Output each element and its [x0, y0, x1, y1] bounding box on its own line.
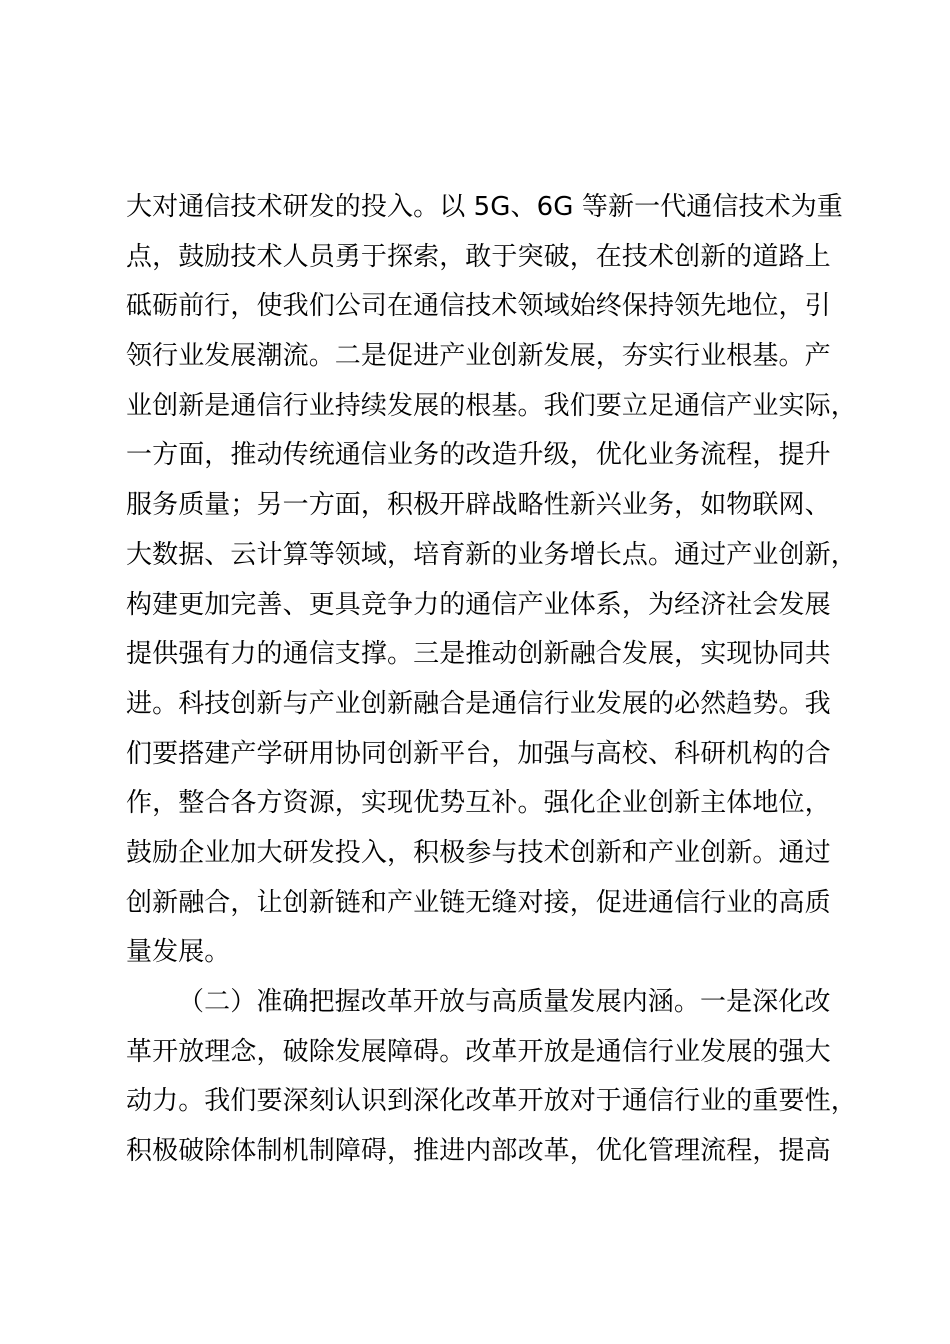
text-line: 积极破除体制机制障碍，推进内部改革，优化管理流程，提高: [126, 1136, 831, 1167]
text-line: 点，鼓励技术人员勇于探索，敢于突破，在技术创新的道路上: [126, 241, 831, 272]
text-line: 大对通信技术研发的投入。以 5G、6G 等新一代通信技术为重: [126, 192, 843, 222]
text-line: 构建更加完善、更具竞争力的通信产业体系，为经济社会发展: [126, 589, 831, 620]
text-line: 量发展。: [126, 937, 231, 968]
text-line: 们要搭建产学研用协同创新平台，加强与高校、科研机构的合: [126, 738, 831, 769]
text-line-heading: （二）准确把握改革开放与高质量发展内涵。一是深化改: [178, 987, 831, 1017]
text-line: 领行业发展潮流。二是促进产业创新发展，夯实行业根基。产: [126, 341, 831, 372]
text-line: 鼓励企业加大研发投入，积极参与技术创新和产业创新。通过: [126, 837, 831, 868]
paragraph-body-1: [126, 183, 866, 978]
paragraph-body-2: [126, 978, 866, 1177]
text-line: 作，整合各方资源，实现优势互补。强化企业创新主体地位，: [126, 788, 831, 819]
text-line: 一方面，推动传统通信业务的改造升级，优化业务流程，提升: [126, 440, 831, 471]
text-line: 砥砺前行，使我们公司在通信技术领域始终保持领先地位，引: [126, 291, 831, 322]
text-line: 提供强有力的通信支撑。三是推动创新融合发展，实现协同共: [126, 639, 831, 670]
text-line: 服务质量；另一方面，积极开辟战略性新兴业务，如物联网、: [126, 490, 831, 521]
text-line: 革开放理念，破除发展障碍。改革开放是通信行业发展的强大: [126, 1036, 831, 1067]
text-line: 动力。我们要深刻认识到深化改革开放对于通信行业的重要性，: [126, 1086, 857, 1117]
text-line: 业创新是通信行业持续发展的根基。我们要立足通信产业实际，: [126, 390, 857, 421]
text-line: 创新融合，让创新链和产业链无缝对接，促进通信行业的高质: [126, 887, 831, 918]
text-line: 进。科技创新与产业创新融合是通信行业发展的必然趋势。我: [126, 688, 831, 719]
text-line: 大数据、云计算等领域，培育新的业务增长点。通过产业创新，: [126, 539, 857, 570]
